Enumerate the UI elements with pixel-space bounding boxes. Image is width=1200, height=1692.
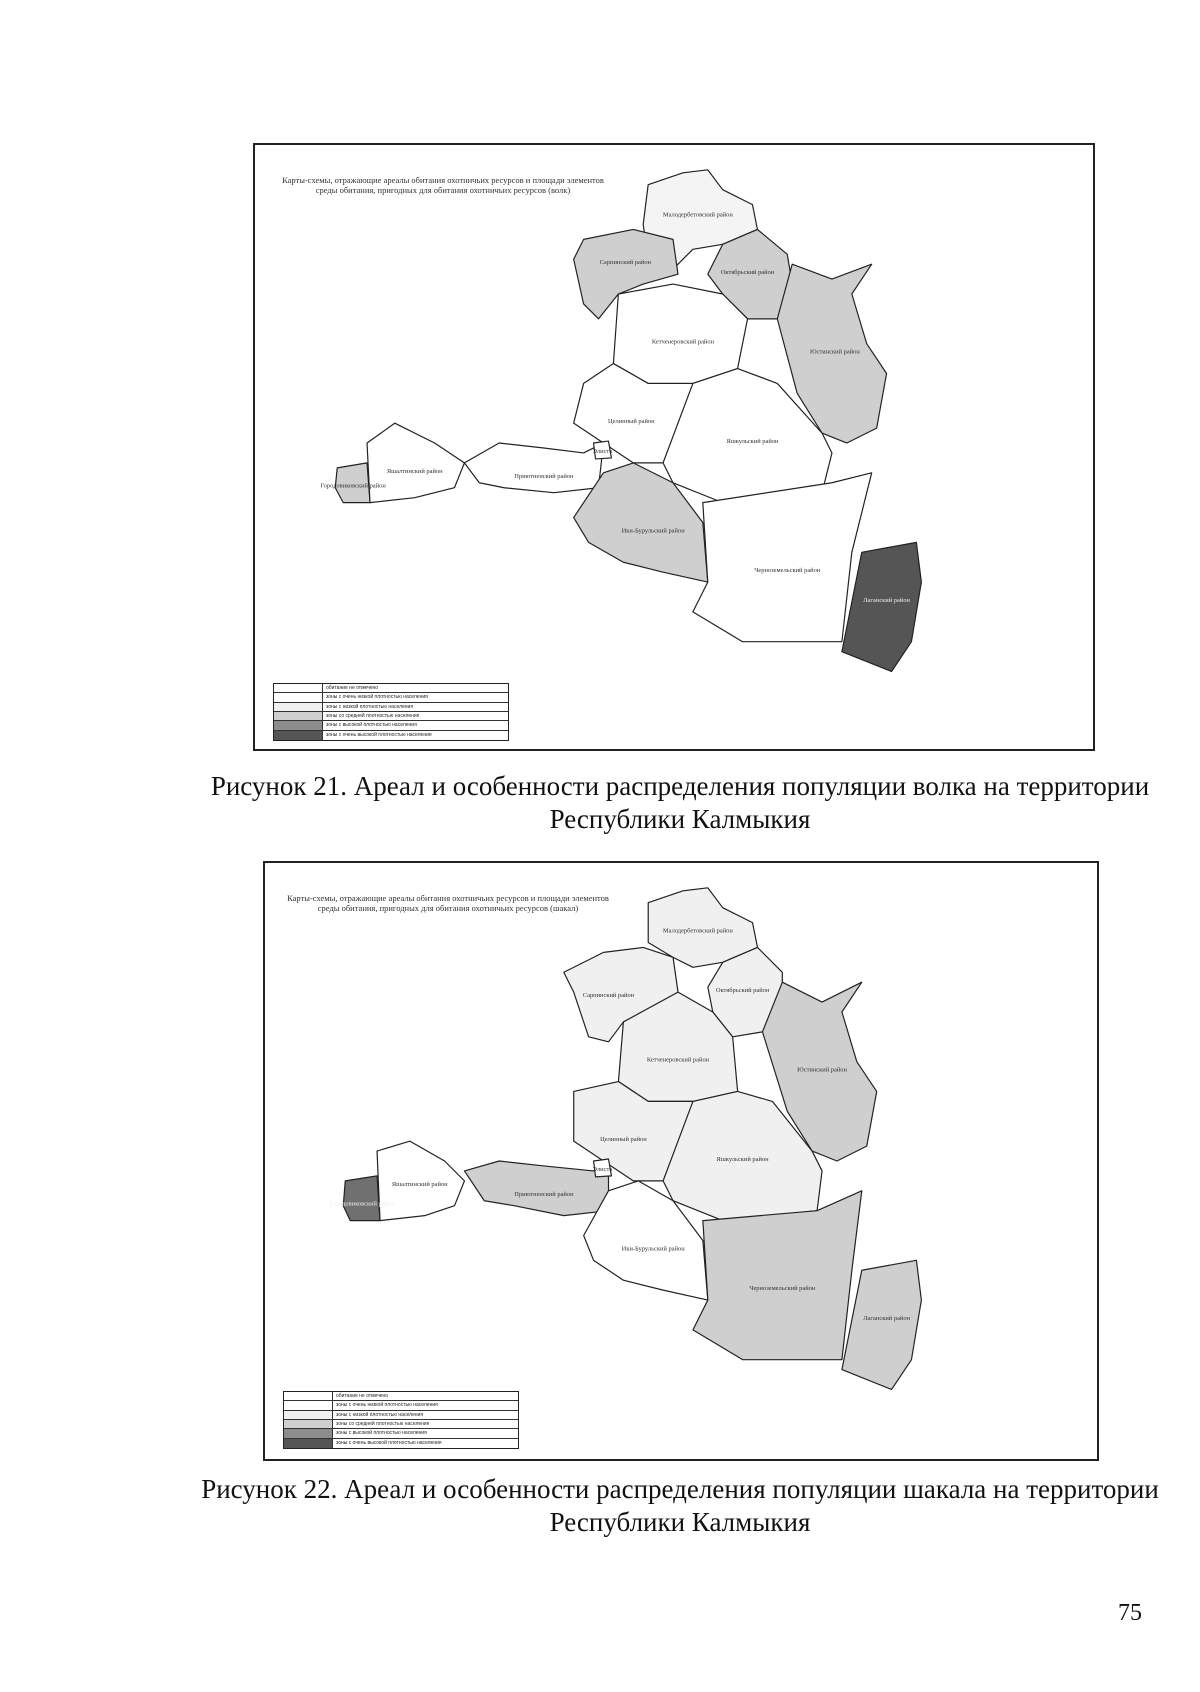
district-label: Яшкульский район <box>716 1156 769 1163</box>
legend-label: зоны с высокой плотностью населения <box>336 1430 427 1437</box>
legend-label: зоны с низкой плотностью населения <box>326 703 414 710</box>
district-priyut <box>464 1161 608 1216</box>
district-label: Кетченеровский район <box>651 338 715 346</box>
district-label: Городовиковский район <box>320 482 386 490</box>
district-label: Приютненский район <box>514 1190 574 1198</box>
district-label: Яшалтинский район <box>386 467 443 475</box>
legend-row <box>274 703 508 712</box>
district-label: Городовиковский район <box>329 1200 395 1208</box>
district-label: Черноземельский район <box>749 1285 816 1293</box>
legend-label: обитание не отмечено <box>326 685 379 691</box>
district-label: Черноземельский район <box>754 567 821 575</box>
legend-row <box>274 712 508 721</box>
figure-22-map <box>263 861 1099 1461</box>
district-label: Яшкульский район <box>726 438 779 446</box>
legend-label: зоны с низкой плотностью населения <box>336 1411 424 1418</box>
legend-row <box>284 1411 518 1420</box>
district-label: Элиста <box>592 1165 613 1173</box>
map-title: Карты-схемы, отражающие ареалы обитания охотничьих ресурсов и площади элементов среды обитания, пригодных для обитания охотничьих ресурсов (волк) <box>282 175 604 195</box>
district-label: Элиста <box>592 447 613 455</box>
district-label: Сарпинский район <box>582 992 635 1000</box>
district-label: Ики-Бурульский район <box>621 1245 685 1253</box>
legend-row <box>274 684 508 693</box>
district-label: Ики-Бурульский район <box>621 527 685 535</box>
district-label: Юстинский район <box>797 1066 847 1074</box>
legend-swatch <box>274 731 323 740</box>
district-label: Целинный район <box>607 418 655 426</box>
legend-row <box>274 693 508 702</box>
district-yashalt <box>367 423 464 502</box>
legend-swatch <box>284 1420 333 1428</box>
legend-row <box>274 721 508 730</box>
district-label: Малодербетовский район <box>662 211 733 219</box>
district-gorod <box>343 1176 380 1221</box>
legend-swatch <box>274 684 323 692</box>
legend-row <box>274 731 508 740</box>
legend-row <box>284 1439 518 1448</box>
legend-swatch <box>274 693 323 701</box>
legend-swatch <box>284 1401 333 1409</box>
district-label: Целинный район <box>600 1136 647 1144</box>
legend-label: зоны с очень низкой плотностью населения <box>336 1402 438 1409</box>
district-lagan <box>842 1260 921 1389</box>
district-label: Октябрьский район <box>715 987 770 995</box>
legend-swatch <box>274 703 323 711</box>
district-label: Лаганский район <box>863 1314 911 1322</box>
map-legend <box>283 1391 519 1449</box>
district-ket <box>613 284 747 383</box>
legend-label: зоны с высокой плотностью населения <box>326 722 417 729</box>
figure-21-caption: Рисунок 21. Ареал и особенности распределения популяции волка на территории Республики Калмыкия <box>210 771 1150 834</box>
page-number: 75 <box>1118 1600 1142 1626</box>
region-map <box>255 145 1093 749</box>
district-label: Яшалтинский район <box>391 1180 448 1188</box>
map-title: Карты-схемы, отражающие ареалы обитания охотничьих ресурсов и площади элементов среды обитания, пригодных для обитания охотничьих ресурсов (шакал) <box>287 893 609 913</box>
legend-row <box>284 1392 518 1401</box>
district-priyut <box>464 443 603 493</box>
legend-swatch <box>284 1439 333 1448</box>
legend-label: зоны со средней плотностью населения <box>326 712 420 719</box>
legend-swatch <box>274 712 323 720</box>
legend-swatch <box>274 721 323 729</box>
legend-swatch <box>284 1411 333 1419</box>
legend-label: зоны с очень низкой плотностью населения <box>326 694 428 701</box>
district-label: Кетченеровский район <box>646 1056 710 1064</box>
region-map <box>265 863 1097 1459</box>
district-label: Юстинский район <box>810 348 860 356</box>
district-label: Сарпинский район <box>599 259 652 267</box>
legend-label: зоны с очень высокой плотностью населения <box>326 731 432 738</box>
legend-swatch <box>284 1392 333 1400</box>
legend-label: обитание не отмечено <box>336 1393 389 1399</box>
district-label: Приютненский район <box>514 472 574 480</box>
district-label: Октябрьский район <box>720 269 775 277</box>
legend-row <box>284 1401 518 1410</box>
figure-21-map <box>253 143 1095 751</box>
district-lagan <box>842 542 921 671</box>
map-legend <box>273 683 509 741</box>
legend-row <box>284 1420 518 1429</box>
district-label: Малодербетовский район <box>662 927 733 935</box>
district-label: Лаганский район <box>863 596 911 604</box>
legend-label: зоны со средней плотностью населения <box>336 1420 430 1427</box>
legend-swatch <box>284 1429 333 1437</box>
figure-22-caption: Рисунок 22. Ареал и особенности распределения популяции шакала на территории Республики Калмыкия <box>201 1474 1159 1537</box>
legend-label: зоны с очень высокой плотностью населения <box>336 1439 442 1446</box>
legend-row <box>284 1429 518 1438</box>
